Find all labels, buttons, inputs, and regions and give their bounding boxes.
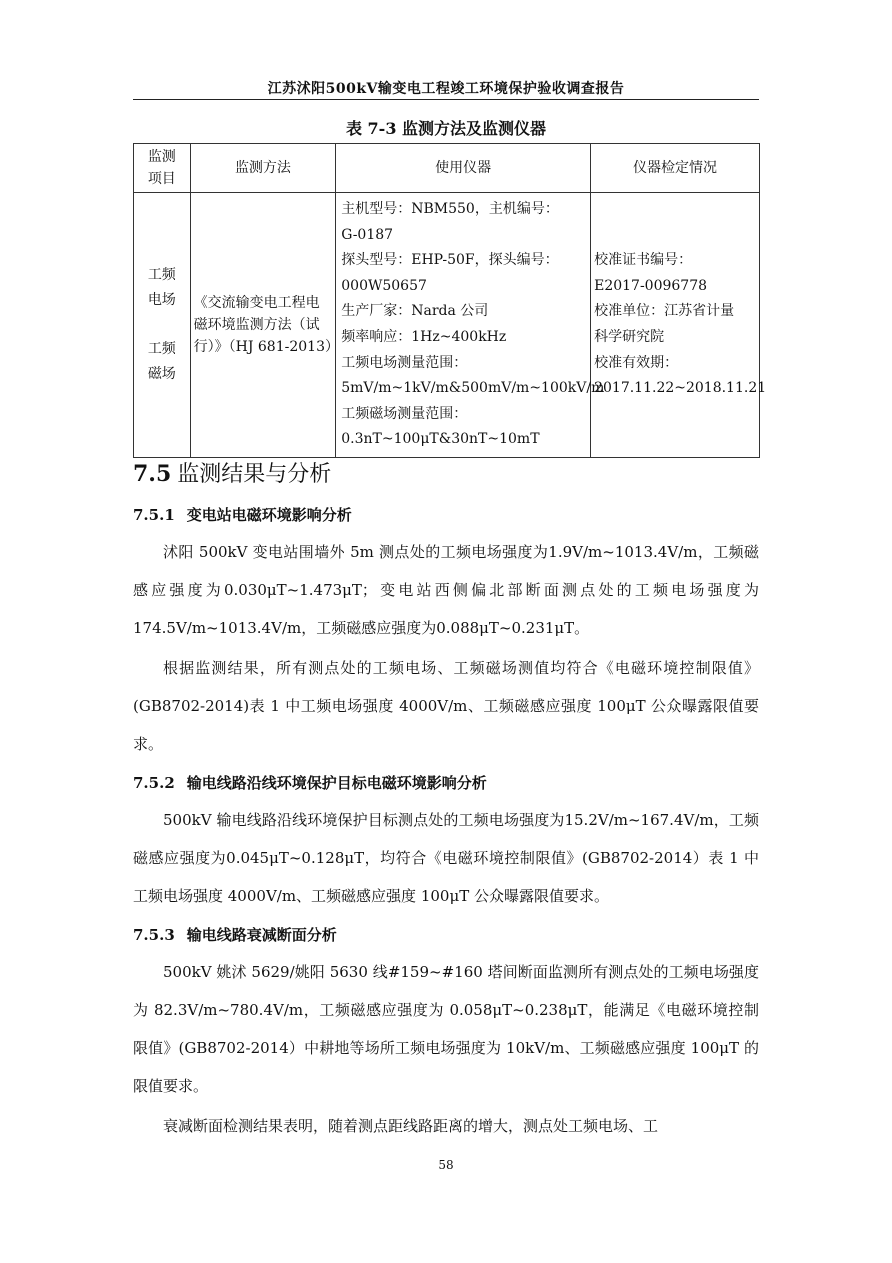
instrument-line: 000W50657	[341, 277, 427, 294]
column-header-method: 监测方法	[190, 144, 336, 193]
header-rule	[133, 99, 759, 100]
method-cell: 《交流输变电工程电磁环境监测方法（试行）》（HJ 681-2013）	[190, 193, 336, 458]
subsection-title: 输电线路衰减断面分析	[186, 926, 337, 944]
section-number: 7.5	[133, 461, 172, 487]
page-number: 58	[438, 1158, 454, 1172]
section-heading	[133, 454, 759, 495]
section-title: 监测结果与分析	[177, 462, 332, 487]
subsection-heading	[133, 921, 759, 949]
subsection-title: 输电线路沿线环境保护目标电磁环境影响分析	[186, 774, 487, 792]
paragraph: 根据监测结果，所有测点处的工频电场、工频磁场测值均符合《电磁环境控制限值》(GB8702-2014)表 1 中工频电场强度 4000V/m、工频磁感应强度 100μT 公众曝露限值要求。	[133, 659, 759, 753]
instrument-line: 频率响应：1Hz~400kHz	[341, 328, 507, 345]
calibration-line: 校准单位：江苏省计量	[594, 303, 735, 320]
instrument-line: 5mV/m~1kV/m&500mV/m~100kV/m	[341, 380, 605, 397]
running-header: 江苏沭阳500kV输变电工程竣工环境保护验收调查报告	[267, 81, 625, 97]
subsection-number: 7.5.3	[133, 926, 175, 944]
subsection-heading	[133, 501, 759, 529]
table-caption: 表 7-3 监测方法及监测仪器	[345, 119, 547, 138]
item-electric-field: 工频 电场	[147, 266, 176, 308]
calibration-line: 校准证书编号：	[594, 252, 693, 269]
calibration-line: E2017-0096778	[594, 277, 708, 294]
column-header-item: 监测 项目	[134, 144, 191, 193]
paragraph: 500kV 姚沭 5629/姚阳 5630 线#159~#160 塔间断面监测所有测点处的工频电场强度为 82.3V/m~780.4V/m，工频磁感应强度为 0.058μT~0.238μT，能满足《电磁环境控制限值》(GB8702-2014）中耕地等场所工频电场强度为 10kV/m、工频磁感应强度 100μT 的限值要求。	[133, 963, 759, 1095]
column-header-instrument: 使用仪器	[336, 144, 591, 193]
calibration-line: 校准有效期：	[594, 354, 679, 371]
calibration-line: 2017.11.22~2018.11.21	[594, 380, 767, 397]
calibration-cell	[591, 193, 767, 458]
instrument-line: 生产厂家：Narda 公司	[341, 303, 489, 320]
table-header-row	[134, 144, 760, 193]
instrument-line: 0.3nT~100μT&30nT~10mT	[341, 431, 540, 448]
instrument-line: 探头型号：EHP-50F，探头编号：	[341, 252, 559, 269]
subsection-heading	[133, 769, 759, 797]
calibration-line: 科学研究院	[594, 328, 665, 345]
paragraph: 衰减断面检测结果表明，随着测点距线路距离的增大，测点处工频电场、工	[163, 1117, 659, 1135]
instrument-line: 主机型号：NBM550，主机编号：	[341, 201, 559, 217]
paragraph: 500kV 输电线路沿线环境保护目标测点处的工频电场强度为15.2V/m~167.4V/m，工频磁感应强度为0.045μT~0.128μT，均符合《电磁环境控制限值》(GB8702-2014）表 1 中工频电场强度 4000V/m、工频磁感应强度 100μT 公众曝露限值要求。	[133, 811, 759, 905]
paragraph: 沭阳 500kV 变电站围墙外 5m 测点处的工频电场强度为1.9V/m~1013.4V/m，工频磁感应强度为0.030μT~1.473μT；变电站西侧偏北部断面测点处的工频电场强度为 174.5V/m~1013.4V/m，工频磁感应强度为0.088μT~0.231μT。	[133, 543, 759, 637]
subsection-title: 变电站电磁环境影响分析	[186, 506, 352, 524]
item-magnetic-field: 工频 磁场	[147, 340, 176, 382]
instrument-line: 工频磁场测量范围：	[341, 405, 468, 422]
item-cell	[134, 193, 191, 458]
monitoring-table	[133, 143, 767, 458]
instrument-line: 工频电场测量范围：	[341, 354, 468, 371]
instrument-cell	[336, 193, 605, 458]
table-row	[134, 193, 760, 458]
main-content	[133, 454, 759, 1145]
subsection-number: 7.5.1	[133, 506, 175, 524]
column-header-calibration: 仪器检定情况	[591, 144, 760, 193]
instrument-line: G-0187	[341, 226, 394, 243]
subsection-number: 7.5.2	[133, 774, 175, 792]
